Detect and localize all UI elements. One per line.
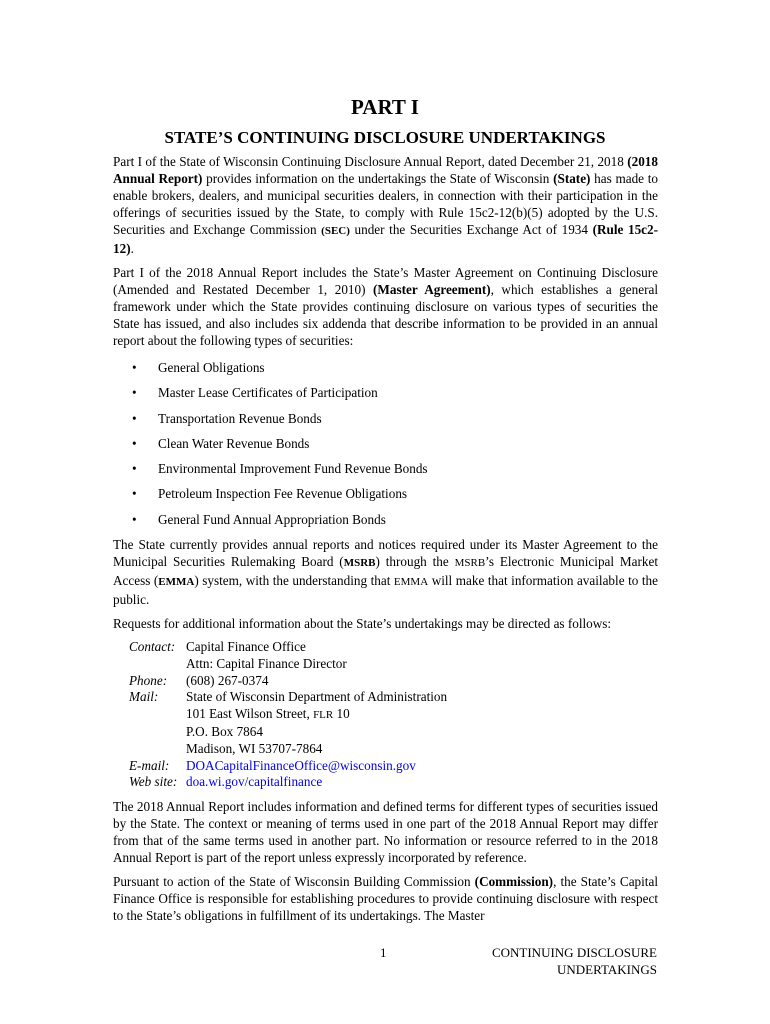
list-item: • Transportation Revenue Bonds bbox=[132, 410, 322, 426]
mail-street: 101 East Wilson Street, FLR 10 bbox=[186, 706, 350, 722]
list-item: • General Obligations bbox=[132, 360, 265, 375]
contact-office: Capital Finance Office bbox=[186, 639, 306, 655]
website-link[interactable]: doa.wi.gov/capitalfinance bbox=[186, 774, 323, 790]
footer-label: CONTINUING DISCLOSURE UNDERTAKINGS bbox=[491, 945, 657, 977]
website-label: Web site: bbox=[129, 774, 178, 790]
mail-label: Mail: bbox=[129, 689, 159, 705]
phone-number: (608) 267-0374 bbox=[186, 672, 269, 688]
list-item: • Petroleum Inspection Fee Revenue Obligations bbox=[132, 486, 408, 502]
mail-city: Madison, WI 53707-7864 bbox=[186, 740, 323, 756]
bullet-icon: • bbox=[132, 385, 137, 401]
bullet-icon: • bbox=[132, 360, 137, 375]
securities-list bbox=[113, 359, 658, 536]
document-body bbox=[113, 153, 658, 931]
paragraph-intro: Part I of the State of Wisconsin Continuing Disclosure Annual Report, dated December 21, 2018 (2018 Annual Report) provides information on the undertakings the State of Wisconsin (State) has made to enable brokers, dealers, and municipal securities dealers, in connection with their participation in the offerings of securities issued by the State, to comply with Rule 15c2-12(b)(5) adopted by the U.S. Securities and Exchange Commission (SEC) under the Securities Exchange Act of 1934 (Rule 15c2-12). bbox=[113, 154, 658, 256]
email-label: E-mail: bbox=[129, 757, 170, 773]
paragraph-master-agreement: Part I of the 2018 Annual Report includes the State’s Master Agreement on Continuing Disclosure (Amended and Restated December 1, 2010) (Master Agreement), which establishes a general framework under which the State provides continuing disclosure on various types of securities the State has issued, and also includes six addenda that describe information to be provided in an annual report about the following types of securities: bbox=[113, 265, 658, 348]
bullet-icon: • bbox=[132, 410, 137, 426]
list-item: • General Fund Annual Appropriation Bonds bbox=[132, 511, 386, 527]
paragraph-msrb: The State currently provides annual reports and notices required under its Master Agreement to the Municipal Securities Rulemaking Board (MSRB) through the MSRB’s Electronic Municipal Market Access (EMMA) system, with the understanding that EMMA will make that information available to the public. bbox=[113, 537, 658, 608]
contact-label: Contact: bbox=[129, 639, 176, 655]
paragraph-requests: Requests for additional information about the State’s undertakings may be directed as follows: bbox=[113, 616, 612, 632]
list-item: • Environmental Improvement Fund Revenue Bonds bbox=[132, 461, 428, 477]
phone-label: Phone: bbox=[129, 672, 168, 688]
bullet-icon: • bbox=[132, 511, 137, 527]
part-title: PART I bbox=[351, 95, 419, 119]
paragraph-commission: Pursuant to action of the State of Wisconsin Building Commission (Commission), the State’s Capital Finance Office is responsible for establishing procedures to provide continuing disclosure with respect to the State’s obligations in fulfillment of its undertakings. The Master bbox=[113, 874, 658, 924]
mail-pobox: P.O. Box 7864 bbox=[186, 724, 263, 740]
list-item: • Clean Water Revenue Bonds bbox=[132, 435, 310, 451]
page-number: 1 bbox=[380, 945, 387, 960]
bullet-icon: • bbox=[132, 435, 137, 451]
section-title: STATE’S CONTINUING DISCLOSURE UNDERTAKINGS bbox=[164, 128, 606, 147]
mail-department: State of Wisconsin Department of Administration bbox=[186, 689, 448, 705]
contact-block bbox=[129, 639, 658, 791]
bullet-icon: • bbox=[132, 461, 137, 477]
list-item: • Master Lease Certificates of Participation bbox=[132, 385, 378, 401]
paragraph-defined-terms: The 2018 Annual Report includes information and defined terms for different types of securities issued by the State. The context or meaning of terms used in one part of the 2018 Annual Report may differ from that of the same terms used in another part. No information or resource referred to in the 2018 Annual Report is part of the report unless expressly incorporated by reference. bbox=[113, 799, 658, 866]
bullet-icon: • bbox=[132, 486, 137, 502]
email-link[interactable]: DOACapitalFinanceOffice@wisconsin.gov bbox=[186, 757, 416, 773]
contact-attn: Attn: Capital Finance Director bbox=[186, 655, 347, 671]
